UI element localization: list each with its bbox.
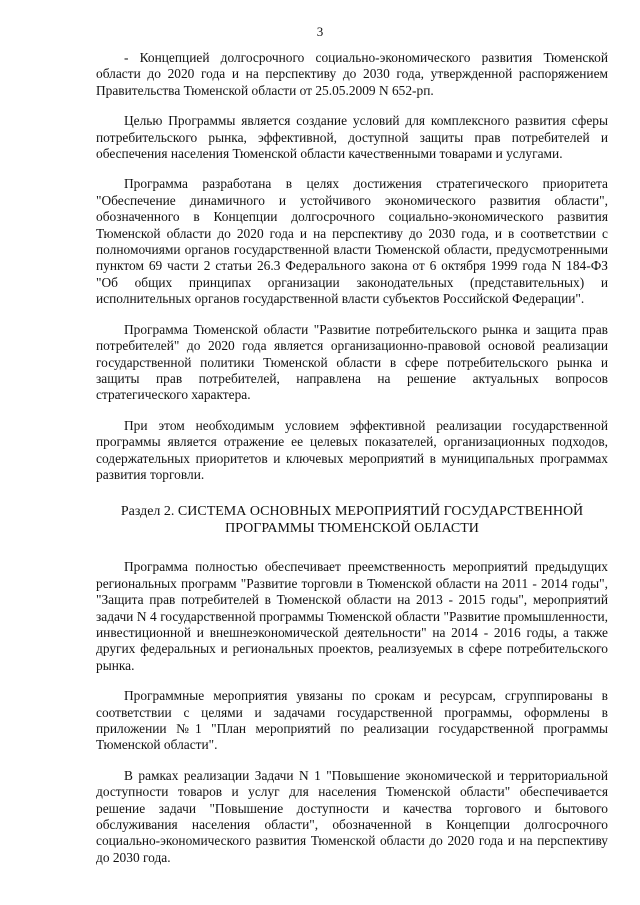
paragraph-program-foundation: Программа Тюменской области "Развитие потребительского рынка и защита прав потребителей" до 2020 года является организационно-правовой основой реализации государственной политики Тюменской области в сфере потребительского рынка и защиты прав потребителей, направлена на решение актуальных вопросов стратегического характера.: [96, 321, 608, 403]
paragraph-municipal-programs: При этом необходимым условием эффективной реализации государственной программы является отражение ее целевых показателей, организационных подходов, содержательных приоритетов и ключевых мероприятий в муниципальных программах развития торговли.: [96, 417, 608, 482]
paragraph-task-1: В рамках реализации Задачи N 1 "Повышение экономической и территориальной доступности товаров и услуг для населения Тюменской области" обеспечивается решение задачи "Повышение доступности и качества торгового и бытового обслуживания населения области", обозначенной в Концепции долгосрочного социально-экономического развития Тюменской области до 2020 года и на перспективу до 2030 года.: [96, 767, 608, 865]
section-heading-line-2: ПРОГРАММЫ ТЮМЕНСКОЙ ОБЛАСТИ: [225, 521, 479, 537]
paragraph-program-goal: Целью Программы является создание условий для комплексного развития сферы потребительского рынка, эффективной, доступной защиты прав потребителей и обеспечения населения Тюменской области качественными товарами и услугами.: [96, 113, 608, 162]
paragraph-continuity: Программа полностью обеспечивает преемственность мероприятий предыдущих региональных программ "Развитие торговли в Тюменской области на 2011 - 2014 годы", "Защита прав потребителей в Тюменской области на 2013 - 2015 годы", мероприятий задачи N 4 государственной программы Тюменской области "Развитие промышленности, инвестиционной и внешнеэкономической деятельности" на 2014 - 2016 годы, а также других федеральных и региональных проектов, реализуемых в сфере потребительского рынка.: [96, 559, 608, 673]
paragraph-measures-plan: Программные мероприятия увязаны по срокам и ресурсам, сгруппированы в соответствии с целями и задачами государственной программы, оформлены в приложении №1 "План мероприятий по реализации государственной программы Тюменской области".: [96, 688, 608, 753]
section-heading: [96, 503, 608, 537]
paragraph-concept-reference: - Концепцией долгосрочного социально-экономического развития Тюменской области до 2020 года и на перспективу до 2030 года, утвержденной распоряжением Правительства Тюменской области от 25.05.2009 N 652-рп.: [96, 50, 608, 98]
document-body: [96, 50, 608, 880]
section-heading-line-1: Раздел 2. СИСТЕМА ОСНОВНЫХ МЕРОПРИЯТИЙ ГОСУДАРСТВЕННОЙ: [120, 504, 584, 520]
page-number: 3: [316, 24, 324, 39]
paragraph-program-basis: Программа разработана в целях достижения стратегического приоритета "Обеспечение динамичного и устойчивого экономического развития области", обозначенного в Концепции долгосрочного социально-экономического развития Тюменской области до 2020 года и на перспективу до 2030 года, и в соответствии с полномочиями органов государственной власти Тюменской области, предусмотренными пунктом 69 части 2 статьи 26.3 Федерального закона от 6 октября 1999 года N 184-ФЗ "Об общих принципах организации законодательных (представительных) и исполнительных органов государственной власти субъектов Российской Федерации".: [96, 176, 608, 307]
